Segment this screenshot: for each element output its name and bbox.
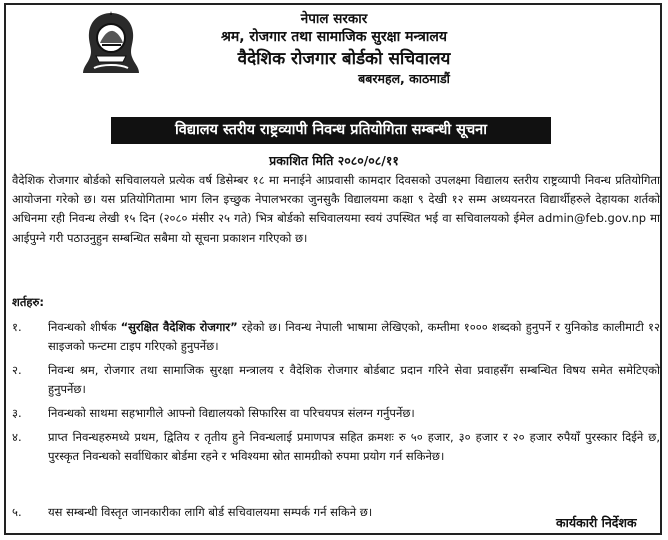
condition-item [12,428,660,466]
signatory-title: कार्यकारी निर्देशक [556,515,637,530]
condition-item [12,318,660,356]
ministry-name: श्रम, रोजगार तथा सामाजिक सुरक्षा मन्त्रालय [220,29,448,45]
conditions-label: शर्तहरु: [12,295,44,309]
condition-number: ३. [12,406,22,420]
condition-text: प्राप्त निवन्धहरुमध्ये प्रथम, द्वितिय र तृतीय हुने निवन्धलाई प्रमाणपत्र सहित क्रमशः रु ५० हजार, ३० हजार र २० हजार रुपैयाँ पुरस्कार दिईने छ, पुरस्कृत निवन्धको सर्वाधिकार बोर्डमा रहने र भविश्यमा स्रोत सामग्रीको रुपमा प्रयोग गर्न सकिनेछ। [48,430,660,464]
condition-text: यस सम्बन्धी विस्तृत जानकारीका लागि बोर्ड सचिवालयमा सम्पर्क गर्न सकिने छ। [48,505,373,519]
essay-topic-highlight: “सुरक्षित वैदेशिक रोजगार” [120,320,238,334]
condition-text [48,318,660,356]
condition-number: ४. [12,430,22,444]
condition-number: १. [12,320,22,334]
condition-text-after: रहेको छ। निवन्ध नेपाली भाषामा लेखिएको, कम्तीमा १००० शब्दको हुनुपर्ने र युनिकोड कालीमाटी १२ साइजको फन्टमा टाइप गरिएको हुनुपर्नेछ। [48,320,661,354]
office-location: बबरमहल, काठमाडौं [358,71,450,86]
office-name: वैदेशिक रोजगार बोर्डको सचिवालय [237,49,451,69]
condition-number: ५. [12,505,22,519]
condition-item [12,361,660,399]
intro-paragraph: वैदेशिक रोजगार बोर्डको सचिवालयले प्रत्येक वर्ष डिसेम्बर १८ मा मनाईने आप्रवासी कामदार दिवसको उपलक्ष्मा विद्यालय स्तरीय राष्ट्रव्यापी निवन्ध प्रतियोगिता आयोजना गरेको छ। यस प्रतियोगितामा भाग लिन इच्छुक नेपालभरका जुनसुकै विद्यालयमा कक्षा ९ देखी १२ सम्म अध्ययनरत विद्यार्थीहरुले देहायका शर्तको अधिनमा रही निवन्ध लेखी १५ दिन (२०८० मंसीर २५ गते) भित्र बोर्डको सचिवालयमा स्वयं उपस्थित भई वा सचिवालयको ईमेल admin@feb.gov.np मा आईपुग्ने गरी पठाउनुहुन सम्बन्धित सबैमा यो सूचना प्रकाशन गरिएको छ। [12,173,660,245]
condition-number: २. [12,363,22,377]
condition-text-before: निवन्धको शीर्षक [48,320,121,334]
published-date: प्रकाशित मिति २०८०/०८/११ [269,153,399,168]
government-name: नेपाल सरकार [300,11,368,27]
condition-text: निवन्धको साथमा सहभागीले आफ्नो विद्यालयको सिफारिस वा परिचयपत्र संलग्न गर्नुपर्नेछ। [48,406,415,420]
condition-text: निवन्ध श्रम, रोजगार तथा सामाजिक सुरक्षा मन्त्रालय र वैदेशिक रोजगार बोर्डबाट प्रदान गरिने सेवा प्रवाहसँग सम्बन्धित विषय समेत समेटिएको हुनुपर्नेछ। [48,363,660,397]
condition-item [12,404,660,423]
notice-title-banner: विद्यालय स्तरीय राष्ट्रव्यापी निवन्ध प्रतियोगिता सम्बन्धी सूचना [111,117,551,144]
